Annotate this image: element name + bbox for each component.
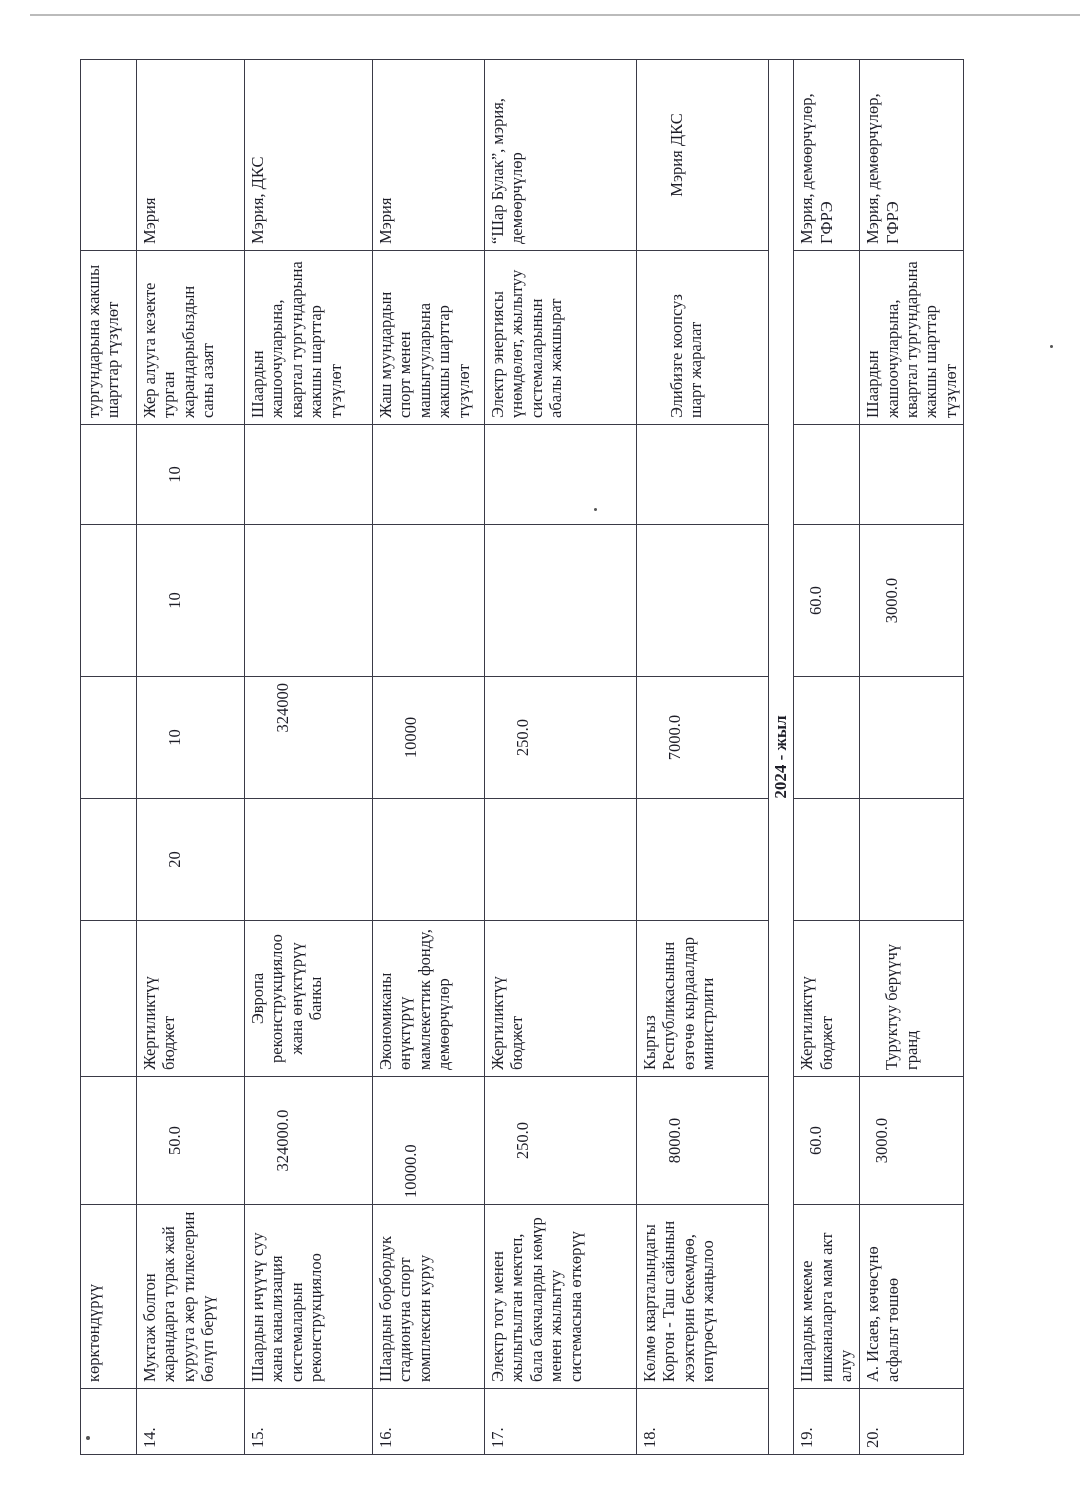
- cell-source: Кыргыз Республикасынын өзгөчө кырдаалдар министрлиги: [637, 921, 769, 1077]
- cell-num: 20.: [860, 1389, 964, 1455]
- cell-responsible: Мэрия: [137, 60, 245, 251]
- cell-year2: [860, 677, 964, 799]
- cell-year3: 60.0: [794, 525, 860, 677]
- table-row: [485, 60, 637, 1455]
- cell-year2: 10000: [373, 677, 485, 799]
- cell-year4: [637, 425, 769, 525]
- cell-year3: [485, 525, 637, 677]
- cell-year3: [245, 525, 373, 677]
- cell-name: Муктаж болгон жарандарга турак жай курууга жер тилкелерин бөлүп берүү: [137, 1205, 245, 1389]
- cell-result: Жаш муундардын спорт менен машыгууларына жакшы шарттар түзүлөт: [373, 251, 485, 425]
- cell-num: [81, 1389, 137, 1455]
- cell-name: Шаардын борбордук стадионуна спорт комплексин куруу: [373, 1205, 485, 1389]
- cell-year2: 7000.0: [637, 677, 769, 799]
- cell-year4: [485, 425, 637, 525]
- cell-year4: [373, 425, 485, 525]
- table-row: [373, 60, 485, 1455]
- cell-source: Жергиликтүү бюджет: [485, 921, 637, 1077]
- table-row: [245, 60, 373, 1455]
- table-row: [137, 60, 245, 1455]
- cell-num: 17.: [485, 1389, 637, 1455]
- cell-amount: 3000.0: [860, 1077, 964, 1205]
- cell-source: Туруктуу берүүчү гранд: [860, 921, 964, 1077]
- cell-responsible: “Шар Булак”, мэрия, демөөрчүлөр: [485, 60, 637, 251]
- cell-year3: [637, 525, 769, 677]
- cell-responsible: Мэрия, демөөрчүлөр, ГФРЭ: [794, 60, 860, 251]
- cell-result: Шаардын жашоочуларына, квартал тургундарына жакшы шарттар түзүлөт: [245, 251, 373, 425]
- cell-amount: 324000.0: [245, 1077, 373, 1205]
- cell-amount: 10000.0: [373, 1077, 485, 1205]
- cell-result: Электр энергиясы үнөмдөлөт, жылытуу системаларынын абалы жакшырат: [485, 251, 637, 425]
- cell-amount: 60.0: [794, 1077, 860, 1205]
- cell-result: Шаардын жашоочуларына, квартал тургундарына жакшы шарттар түзүлөт: [860, 251, 964, 425]
- cell-name: көрктөндүрүү: [81, 1205, 137, 1389]
- scan-speck: [1050, 345, 1053, 348]
- cell-year1: [637, 799, 769, 921]
- cell-year3: 10: [137, 525, 245, 677]
- scan-speck: [594, 508, 597, 511]
- cell-amount: 8000.0: [637, 1077, 769, 1205]
- cell-responsible: Мэрия: [373, 60, 485, 251]
- cell-year1: 20: [137, 799, 245, 921]
- cell-num: 16.: [373, 1389, 485, 1455]
- cell-name: А. Исаев, көчөсүнө асфальт төшөө: [860, 1205, 964, 1389]
- cell-result: тургундарына жакшы шарттар түзүлөт: [81, 251, 137, 425]
- cell-amount: 50.0: [137, 1077, 245, 1205]
- cell-year4: 10: [137, 425, 245, 525]
- cell-num: 14.: [137, 1389, 245, 1455]
- cell-year1: [860, 799, 964, 921]
- rotated-table-sheet: [80, 60, 1042, 1455]
- cell-source: Эвропа реконструкциялоо жана өнүктүрүү банкы: [245, 921, 373, 1077]
- cell-name: Көлмө кварталындагы Коргон - Таш сайынын жээктерин бекемдөө, көпүрөсүн жаңылоо: [637, 1205, 769, 1389]
- cell-year4: [860, 425, 964, 525]
- cell-source: Жергиликтүү бюджет: [794, 921, 860, 1077]
- cell-name: Электр тогу менен жылытылган мектеп, бала бакчаларды көмүр менен жылытуу системасына өткөрүү: [485, 1205, 637, 1389]
- cell-result: [794, 251, 860, 425]
- cell-year4: [794, 425, 860, 525]
- cell-year1: [245, 799, 373, 921]
- scan-edge: [30, 14, 1080, 16]
- table-row: [637, 60, 769, 1455]
- cell-num: 19.: [794, 1389, 860, 1455]
- cell-year1: [485, 799, 637, 921]
- cell-year2: [794, 677, 860, 799]
- cell-year2: 250.0: [485, 677, 637, 799]
- cell-year3: 3000.0: [860, 525, 964, 677]
- cell-num: 18.: [637, 1389, 769, 1455]
- year-separator-row: [769, 60, 794, 1455]
- cell-year1: [373, 799, 485, 921]
- cell-responsible: Мэрия ДКС: [637, 60, 769, 251]
- plan-table: [80, 59, 964, 1455]
- cell-result: Жер алууга кезекте турган жарандарыбыздын саны азаят: [137, 251, 245, 425]
- cell-year2: 324000: [245, 677, 373, 799]
- cell-year3: [373, 525, 485, 677]
- cell-result: Элибизге коопсуз шарт жаралат: [637, 251, 769, 425]
- cell-name: Шаардык мекеме ишканаларга мам акт алуу: [794, 1205, 860, 1389]
- table-row: [794, 60, 860, 1455]
- continuation-row: [81, 60, 137, 1455]
- cell-name: Шаардын ичүүчү суу жана канализация системаларын реконструкциялоо: [245, 1205, 373, 1389]
- cell-num: 15.: [245, 1389, 373, 1455]
- cell-year2: 10: [137, 677, 245, 799]
- cell-source: Экономиканы өнүктүрүү мамлекеттик фонду, демөөрчүлөр: [373, 921, 485, 1077]
- cell-year4: [245, 425, 373, 525]
- cell-responsible: Мэрия, ДКС: [245, 60, 373, 251]
- cell-amount: 250.0: [485, 1077, 637, 1205]
- table-row: [860, 60, 964, 1455]
- scan-speck: [86, 1436, 90, 1440]
- cell-source: Жергиликтүү бюджет: [137, 921, 245, 1077]
- cell-responsible: Мэрия, демөөрчүлөр, ГФРЭ: [860, 60, 964, 251]
- year-label: 2024 - жыл: [769, 60, 794, 1455]
- cell-year1: [794, 799, 860, 921]
